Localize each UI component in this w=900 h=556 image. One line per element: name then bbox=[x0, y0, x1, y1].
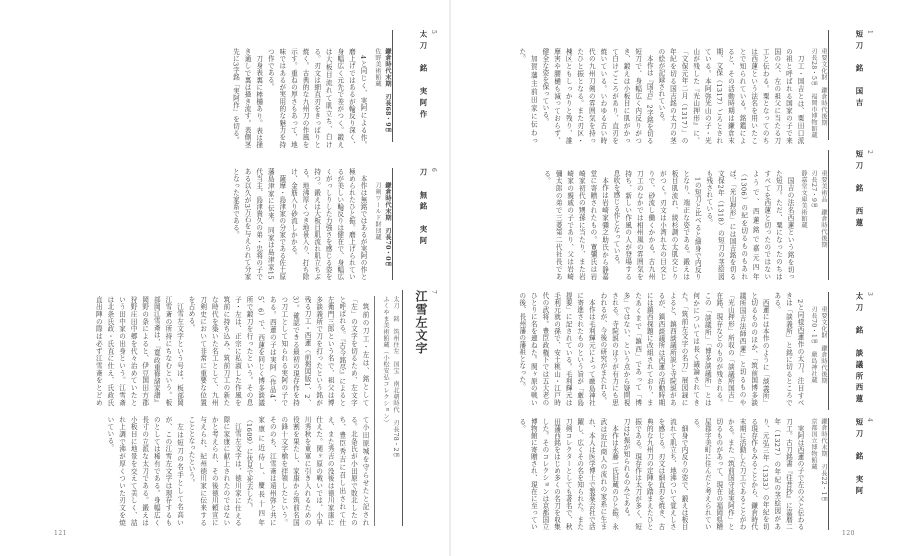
paragraph: 薩摩・島津家の分家である佐土原藩島津家に伝来。同家は島津家15代当主、島津貴久の弟・忠将の子である以久が3万石を与えられて分家となった家系である。 bbox=[231, 168, 286, 280]
paragraph: 本作は毛利輝元によって厳島神社に寄進されたものという旨が「厳島提要」に記されている。毛利輝元は毛利元就の孫で、安土桃山・江戸時代の武将。豊臣政権下では五大老のひとりに名を連ねた。関ヶ原の戦いの後、長州藩の藩祖となった。 bbox=[517, 292, 596, 406]
paragraph: 筑前の刀工・左は、銘として「左」の文字を切るため、左文字と呼ばれる。『古今銘尽』によると左衛門三郎という名で、祖父は博多談義所で刀を打ったという銘が残る刀工・西蓮（前掲図版1、2、3）。確認できる最初の現存作を持つ刀工として知られる実阿の子である。西蓮の子は実阿（作品4、5、6）で、西蓮を同じく博多談議所で鍛刀を行ったという。その息子・左は、正宗に私淑した作風を筑前に持ち込み、筑前刀工の新たな時代を築いた名工として、九州刀剣史において非常に重要な位置を占める。 bbox=[187, 296, 369, 406]
entry-2-header bbox=[828, 150, 874, 280]
entry-meta-line: ふくやま美術館蔵（小松安弘コレクション） bbox=[382, 296, 389, 426]
page-number-left: 121 bbox=[54, 530, 67, 537]
entry-meta-line: 鎌倉時代末期 刃長22・1㎝ bbox=[820, 418, 827, 503]
entry-7-meta bbox=[374, 296, 400, 526]
entry-4-header bbox=[828, 418, 874, 530]
paragraph: 本作は永藤一氏旧蔵のひと振。永武は近江商人の流れの家系に生まれ、本人は医学博士で製薬会社で活躍し、広くその名を知られた。また刀剣コレクターとしても著名で、秋田藩西銘をはじめ多くの名刀を収集した。そのコレクションは京都国立博物館に寄贈され、現在に至っている。 bbox=[517, 418, 619, 530]
paragraph: 実阿は西蓮の子で左の父と伝わる刀工。古刀銘書『往昔抄』に嘉暦二年（1327）の年紀の茎絵図があり、元弘三年（1333）の年紀を切る現存作もみることから、鎌倉時代末期に活動した刀工であることがわかる。また「筑前国守延実阿作」と切るものがあって、現在の福岡県糟屋郡宇美町に住んだと考えられている。 bbox=[691, 418, 804, 530]
entry-title: 短刀 銘 実阿 bbox=[855, 418, 864, 498]
entry-6-header bbox=[392, 168, 438, 280]
entry-3-body bbox=[480, 292, 805, 406]
entry-title: 太刀 銘 実阿作 bbox=[419, 30, 428, 122]
paragraph: 1の短刀と比べると細身で内反りとなり、端正な姿である。鍛えは板目肌流れ、綾杉調の太肌交じりがつく。刃文は小湾れ太の目交じりで、砂流し働くかかる。古九州刀工のなかでは相州風の雰囲気を持ち、新しい作風の人が登場する息吹を感じる作となっている。 bbox=[612, 170, 702, 280]
paragraph: 4と同じく、実阿による作。磨上げではあるが輪反り深く、身幅広く元先で差がつく。鍛えは大板目流れて肌立ち、白ける。刃文は細直刃をきっぱりと焼く。古典的な九州刀の作風を示す。重ねの厚さもあって、地味ではあるが実用的な魅力を持つ作である。 bbox=[266, 48, 367, 148]
entry-number: 6 bbox=[430, 168, 437, 172]
entry-number: 2 bbox=[866, 150, 873, 154]
entry-meta-line: 重要美術品 鎌倉時代後期 bbox=[820, 170, 827, 248]
paragraph: 本作は無銘ではあるが実阿の作と極められたひと振。磨上げられているが美しい輪反りは健在で、身幅広くがっしりした力強さを感じる姿を持つ。鍛えは大板目肌流れ肌立ちぶる。地沸厚くつき地景入り、打ち除け、金筋入り砂流しかかる。 bbox=[289, 168, 367, 280]
entry-title: 江雪左文字 bbox=[414, 290, 428, 355]
entry-title: 刀 無銘 実阿 bbox=[419, 168, 428, 248]
paragraph: 西蓮には本作のように「談義所」と切るもののほか、「筑前国博多談議所国吉法師西蓮」と切るものや「光山押形」所収の「談議所国吉」在銘、現存などのものが残される。この「談議所」「博多談議所」とは何かについては長く議論されてきた。「筑前左文字の名刀」展図録によると、鎮西談議所説と寺院説があるが、鎮西談議所は西蓮の活動時期には鎮西探題に改組されており、またあくまで「鎮西」であって「博多」ではない、という点から疑問視される。寺院説のほうが有力にも思われるが、今後の研究がまたれる。 bbox=[598, 292, 770, 406]
entry-2-meta bbox=[796, 170, 828, 280]
paragraph: 江雪左文字という号は、板部岡江雪斎の所持にちなむという。板部岡江雪斎は、『寛政重修諸家譜』岡野の条によると、伊豆国田方郡狩野庄田中郷を代々治めていたという田中家の出身という。江雪斎は北条氏政・氏直に仕え、氏政氏直出陣の際は必ず江雪斎をとどめて小田原城を守らせたと記される。北条氏が小田原で敗北したのち、豊臣秀吉に召し出されて仕え、また秀吉の没後は徳川家康に仕えた。関ヶ原の戦いでは、小早川秀秋を東軍に引き入れるための役割を果たし、家康から筑前名国の鋒十文字槍を拝領したという。そののち、江雪斎は遠州弥と共に家康に近侍し、慶長十四年（1609）に伏見で死去した。 bbox=[94, 296, 369, 526]
entry-title: 短刀 銘 国吉 bbox=[855, 30, 864, 110]
entry-5-meta bbox=[370, 48, 392, 142]
entry-title: 短刀 銘 西蓮 bbox=[855, 150, 864, 230]
entry-1-header bbox=[828, 30, 874, 140]
entry-3-header bbox=[828, 292, 874, 410]
entry-number: 7 bbox=[430, 290, 437, 294]
paragraph: 細身で内反りの姿で、鍛えは板目流れて肌立ち、地沸ついて覚えしさを感じる。刃文は細直刃を焼き、古典的な九州刀の定陣を踏まえたひと振である。現存作は太刀が多く、短刀は2振が知られるのみである。 bbox=[622, 418, 689, 530]
entry-1-body bbox=[480, 48, 805, 144]
entry-6-meta bbox=[370, 182, 392, 280]
paragraph: 刀身表裏に棒樋あり。表は掻き通しで裏は掻き流す。表側茎先に3字銘「実阿作」を切る。 bbox=[231, 48, 263, 148]
paragraph: 加賀藩主前田家に伝わった。 bbox=[517, 48, 538, 144]
entry-title: 太刀 銘 談議所西蓮 bbox=[855, 292, 864, 406]
entry-5-body bbox=[150, 48, 368, 148]
entry-number: 5 bbox=[430, 30, 437, 34]
entry-meta-line: 刃長28・5㎝ 福岡市博物館蔵 bbox=[810, 48, 817, 139]
paragraph: 左は短刀の名手として名高いが、この江雪左文字は現存するものとしては稀有である。身幅広く長寸の立派な太刀である。鍛えは小板目に地景を交えて美しく、詰れ上調で沸が厚くついた刃文を焼いている。 bbox=[105, 416, 184, 526]
entry-meta-line: 鎌倉時代末期 刃長68・9㎝ bbox=[384, 48, 391, 134]
entry-meta-line: 静嘉堂文庫美術館蔵 bbox=[800, 170, 807, 229]
entry-number: 4 bbox=[866, 418, 873, 422]
entry-meta-line: 重要文化財 鎌倉時代後期 bbox=[820, 306, 827, 384]
paragraph: 本作は岩崎家彌之助氏から静嘉堂に寄贈されたもの。寛彌氏は岩崎家初代の甥孫に当たり、また岩崎家の親戚の子であり、父は岩崎彌太郎の弟で三菱第二代社長である。 bbox=[542, 170, 609, 280]
entry-1-meta bbox=[806, 48, 828, 140]
page-gutter bbox=[449, 0, 451, 556]
paragraph: 刀工・国吉とは、粟田口派の祖と呼ばれる国家の子で来国の父、左の祖父に当たる刀工と伝わる。粟となってのちは西蓮という法名を用いたことで知られている。銘鑑によると、その活動時期は鎌倉末期、文保（1317）ごろとされている。本阿弥光山の子・光山が残した『光山押形』に、「文保元年二月（1317）」の年紀を切る国吉銘の太刀の茎の絵が記録されている。 bbox=[656, 48, 804, 144]
entry-meta-line: 刃長27・9㎝ bbox=[810, 170, 817, 209]
entry-meta-line: 京都国立博物館蔵 bbox=[810, 418, 817, 470]
entry-7-header bbox=[402, 290, 438, 526]
page-number-right: 120 bbox=[842, 530, 855, 537]
entry-number: 3 bbox=[866, 292, 873, 296]
entry-meta-line: 佐野美術館蔵 bbox=[374, 48, 381, 87]
paragraph: 本作は『国吉』2字銘を切る短刀で、身幅広く内反りがつき、鍛えは小板目に肌がかって白けごころがあり、直刃を焼いている。いわゆる古い時代の九州刀剣の雰囲気を持ったひと振となる。また刃区・棟区ともしっかりと残り、誰摩害や腰樋も減っておらず、健全な姿を保っている。 bbox=[540, 48, 654, 144]
paragraph: 江雪左文字は、徳川家に仕える際に家康に献上されたのではないかと考えられ、その後徳川頼宣に与えられ、紀州徳川家に伝来することとなったという。 bbox=[187, 416, 242, 526]
paragraph: 国吉の法名西蓮という銘を切った短刀。ただ、粟になったのちはすべてを西蓮と切ったのではないようで、西蓮銘で嘉元四年（1306）の紀を切るものもあれば、「光山押形」には国吉銘を切る文保2年（1318）の短刀の茎絵図も残されている。 bbox=[704, 170, 794, 280]
entry-2-body bbox=[480, 170, 795, 280]
entry-4-body bbox=[480, 418, 805, 530]
entry-number: 1 bbox=[866, 30, 873, 34]
entry-meta-line: 鎌倉時代末期 刃長70・0㎝ bbox=[384, 182, 391, 268]
entry-5-header bbox=[392, 30, 438, 142]
entry-meta-line: 刀剣ワールド財団蔵 bbox=[374, 182, 381, 241]
entry-4-meta bbox=[806, 418, 828, 530]
entry-7-body bbox=[30, 296, 370, 526]
entry-3-meta bbox=[806, 306, 828, 410]
paragraph: 2と同様西蓮作の太刀。注目すべきは「談義所」と銘に切るところである。 bbox=[772, 292, 804, 406]
entry-meta-line: 重要文化財 鎌倉時代後期 bbox=[820, 48, 827, 126]
entry-meta-line: 太刀 銘 筑州住左 国宝 南北朝時代 刃長78・2㎝ bbox=[392, 296, 399, 459]
entry-6-body bbox=[150, 168, 368, 280]
entry-meta-line: 刃長70・1㎝ 厳島神社蔵 bbox=[810, 306, 817, 384]
